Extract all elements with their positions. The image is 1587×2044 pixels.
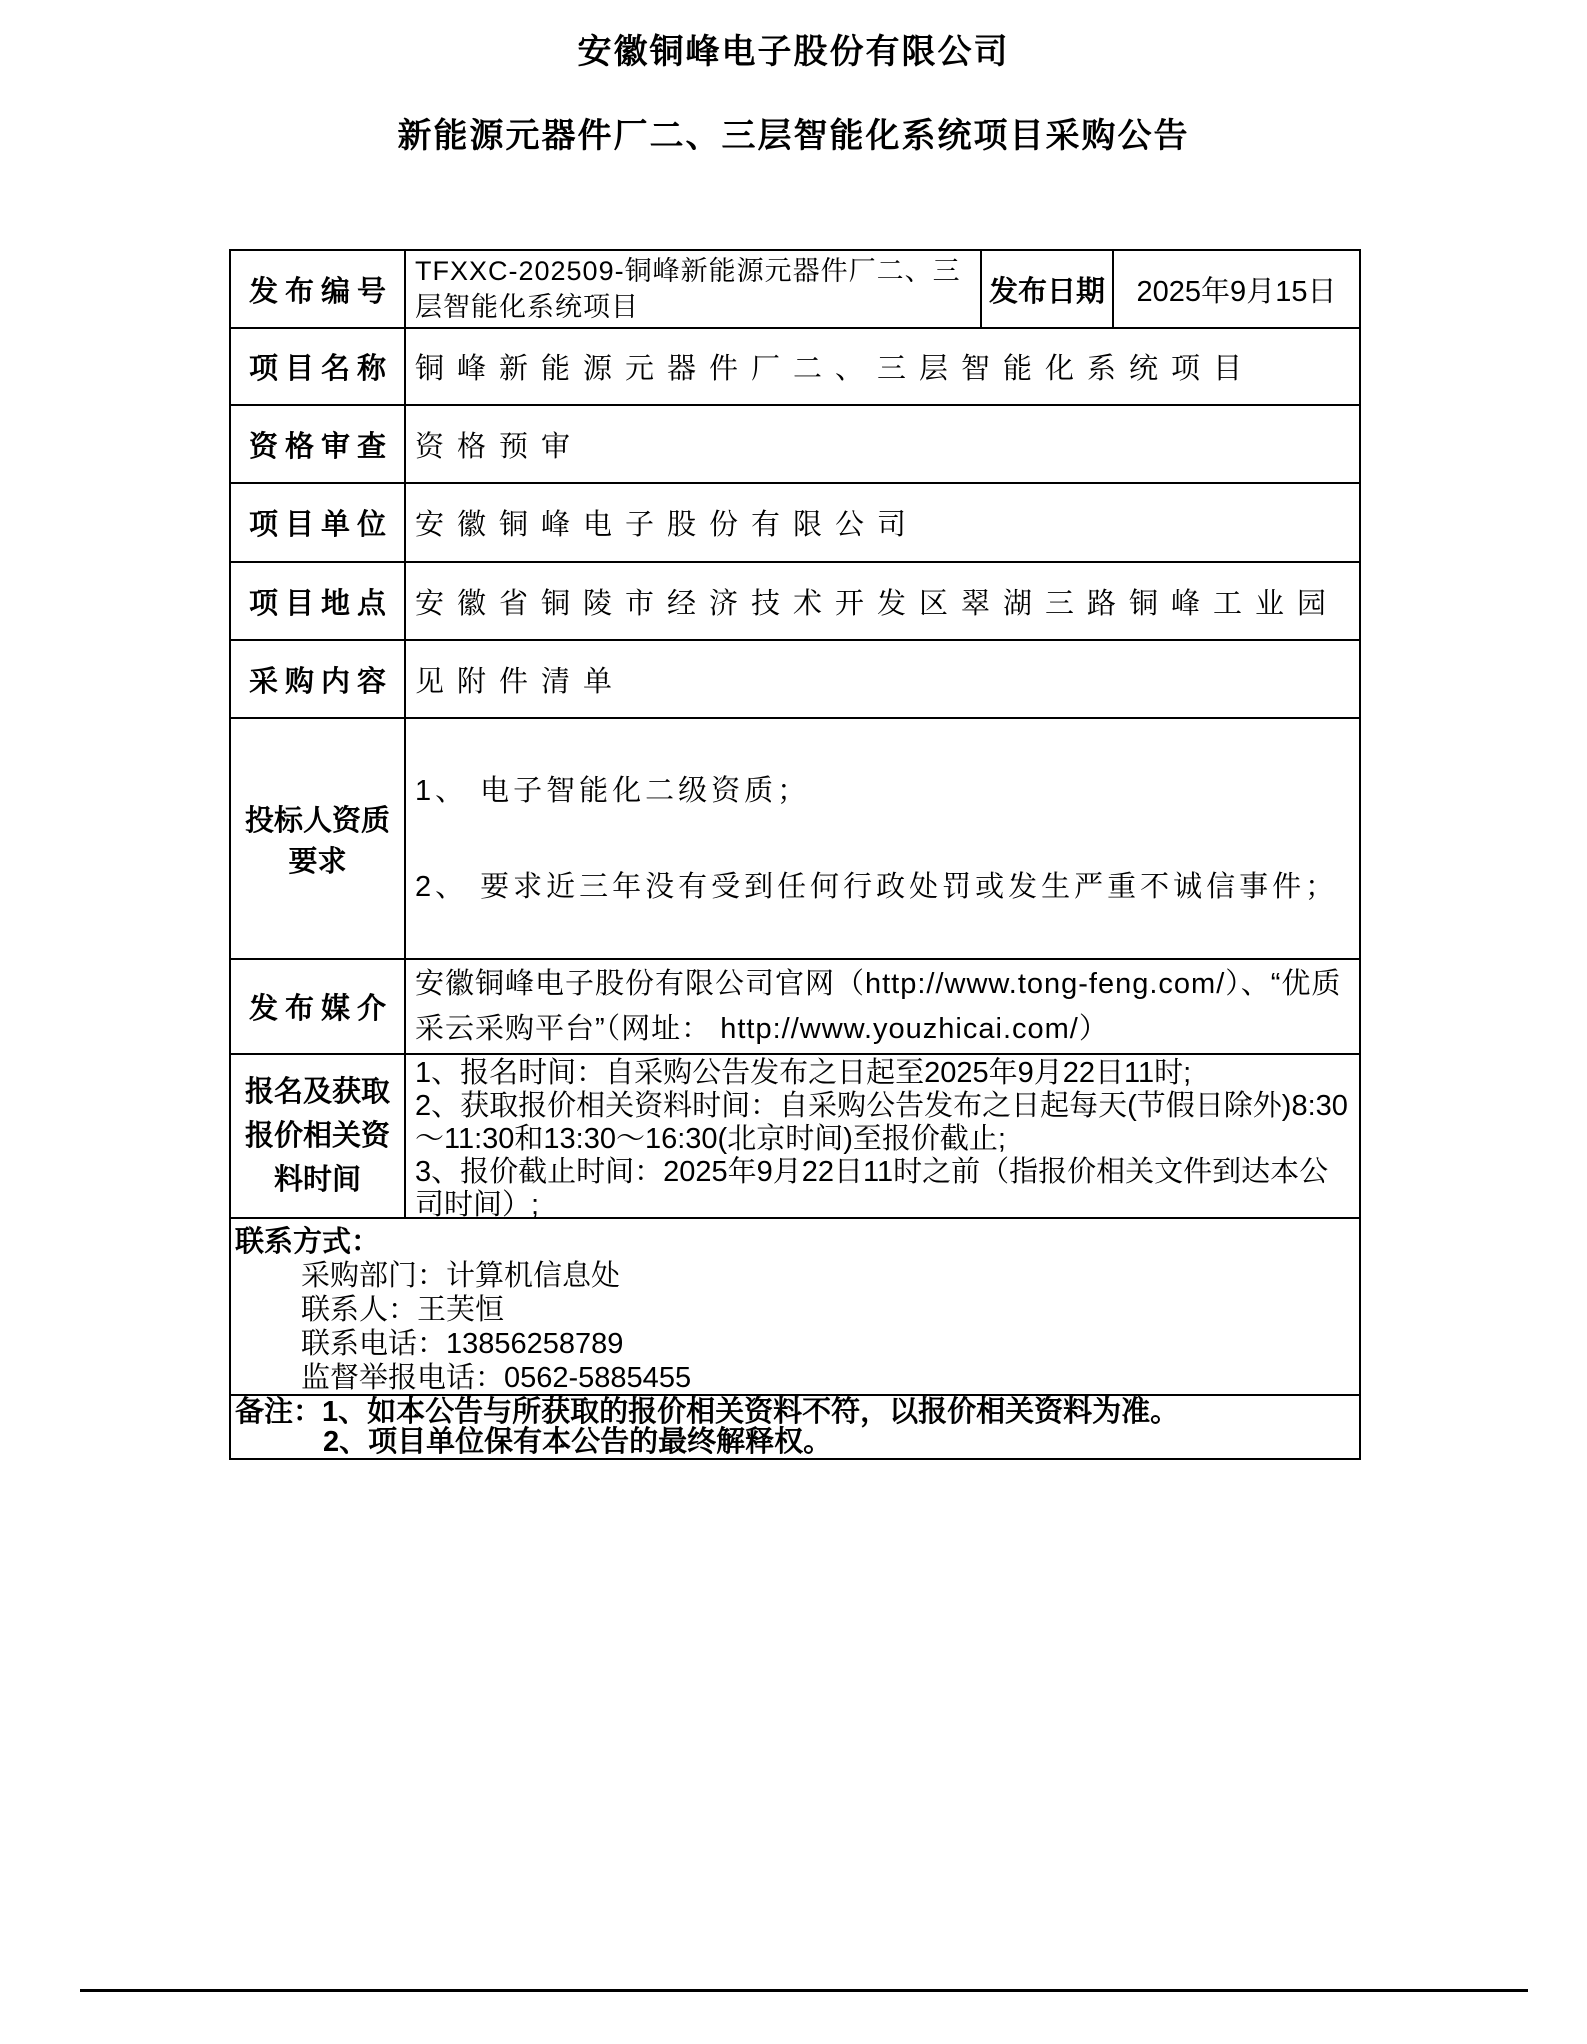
signup-time-label-line1: 报名及获取: [244, 1076, 390, 1108]
publish-date-label-cell: [982, 251, 1114, 327]
signup-time-item-1: 1、报名时间：自采购公告发布之日起至2025年9月22日11时;: [415, 1057, 1192, 1089]
project-unit-value: 安徽铜峰电子股份有限公司: [415, 509, 920, 541]
remark-line-2: 2、项目单位保有本公告的最终解释权。: [323, 1426, 833, 1458]
project-unit-label-cell: [231, 484, 406, 561]
table-row-remark: [231, 1396, 1359, 1458]
contact-person: 联系人：王芙恒: [301, 1294, 505, 1326]
bidder-qualification-label-line1: 投标人资质: [244, 804, 390, 837]
table-row-project-name: [231, 329, 1359, 406]
table-row-project-location: [231, 563, 1359, 641]
qualification-review-label-cell: [231, 406, 406, 482]
bidder-qualification-item-2: 2、 要求近三年没有受到任何行政处罚或发生严重不诚信事件；: [415, 870, 1339, 903]
table-row-qualification-review: [231, 406, 1359, 484]
publish-media-label-cell: [231, 960, 406, 1053]
remark-line-1: 备注：1、如本公告与所获取的报价相关资料不符，以报价相关资料为准。: [235, 1396, 1180, 1428]
announcement-table: [229, 249, 1361, 1460]
publish-media-label: 发布媒介: [249, 993, 386, 1025]
table-row-bidder-qualification: [231, 719, 1359, 960]
bidder-qualification-label-line2: 要求: [288, 845, 347, 878]
signup-time-value: [406, 1055, 1359, 1221]
publish-date-label: 发布日期: [988, 275, 1105, 308]
publish-date-value: 2025年9月15日: [1136, 275, 1337, 308]
table-row-project-unit: [231, 484, 1359, 563]
procurement-content-value: 见附件清单: [415, 665, 626, 698]
project-name-label-cell: [231, 329, 406, 404]
project-location-label-cell: [231, 563, 406, 639]
qualification-review-value: 资格预审: [415, 430, 584, 463]
signup-time-label-line2: 报价相关资: [244, 1120, 390, 1152]
bidder-qualification-label-cell: [231, 719, 406, 958]
publish-media-value: 安徽铜峰电子股份有限公司官网（http://www.tong-feng.com/）、“优质采云采购平台”（网址： http://www.youzhicai.com/）: [415, 967, 1342, 1045]
project-location-label: 项目地点: [249, 587, 386, 620]
project-name-value: 铜峰新能源元器件厂二、三层智能化系统项目: [415, 353, 1256, 385]
page-title: 安徽铜峰电子股份有限公司: [577, 33, 1010, 71]
signup-time-label-line3: 料时间: [273, 1164, 361, 1196]
table-row-publish-number: [231, 251, 1359, 329]
table-row-signup-time: [231, 1055, 1359, 1219]
contact-heading: 联系方式：: [235, 1226, 381, 1258]
procurement-content-label: 采购内容: [249, 665, 386, 698]
contact-phone: 联系电话：13856258789: [301, 1328, 624, 1360]
qualification-review-label: 资格审查: [249, 430, 386, 463]
signup-time-label-cell: [231, 1055, 406, 1217]
procurement-content-label-cell: [231, 641, 406, 717]
table-row-procurement-content: [231, 641, 1359, 719]
project-location-value: 安徽省铜陵市经济技术开发区翠湖三路铜峰工业园: [415, 587, 1340, 620]
bidder-qualification-item-1: 1、 电子智能化二级资质；: [415, 774, 811, 807]
project-name-label: 项目名称: [249, 353, 386, 385]
contact-cell: [231, 1219, 1359, 1394]
publish-number-label-cell: [231, 251, 406, 327]
page-subtitle: 新能源元器件厂二、三层智能化系统项目采购公告: [397, 117, 1190, 155]
project-unit-label: 项目单位: [249, 509, 386, 541]
publish-number-value: TFXXC-202509-铜峰新能源元器件厂二、三层智能化系统项目: [406, 251, 982, 327]
publish-number-label: 发布编号: [249, 275, 386, 308]
contact-supervision-phone: 监督举报电话：0562-5885455: [301, 1362, 692, 1394]
contact-department: 采购部门：计算机信息处: [301, 1260, 621, 1292]
remark-cell: [231, 1396, 1359, 1458]
bidder-qualification-value: [406, 719, 1359, 958]
page-footer-rule: [80, 1989, 1528, 1992]
signup-time-item-2: 2、获取报价相关资料时间：自采购公告发布之日起每天(节假日除外)8:30～11:30和13:30～16:30(北京时间)至报价截止;: [415, 1090, 1348, 1155]
signup-time-item-3: 3、报价截止时间：2025年9月22日11时之前（指报价相关文件到达本公司时间）;: [415, 1156, 1329, 1221]
table-row-publish-media: [231, 960, 1359, 1055]
table-row-contact: [231, 1219, 1359, 1396]
